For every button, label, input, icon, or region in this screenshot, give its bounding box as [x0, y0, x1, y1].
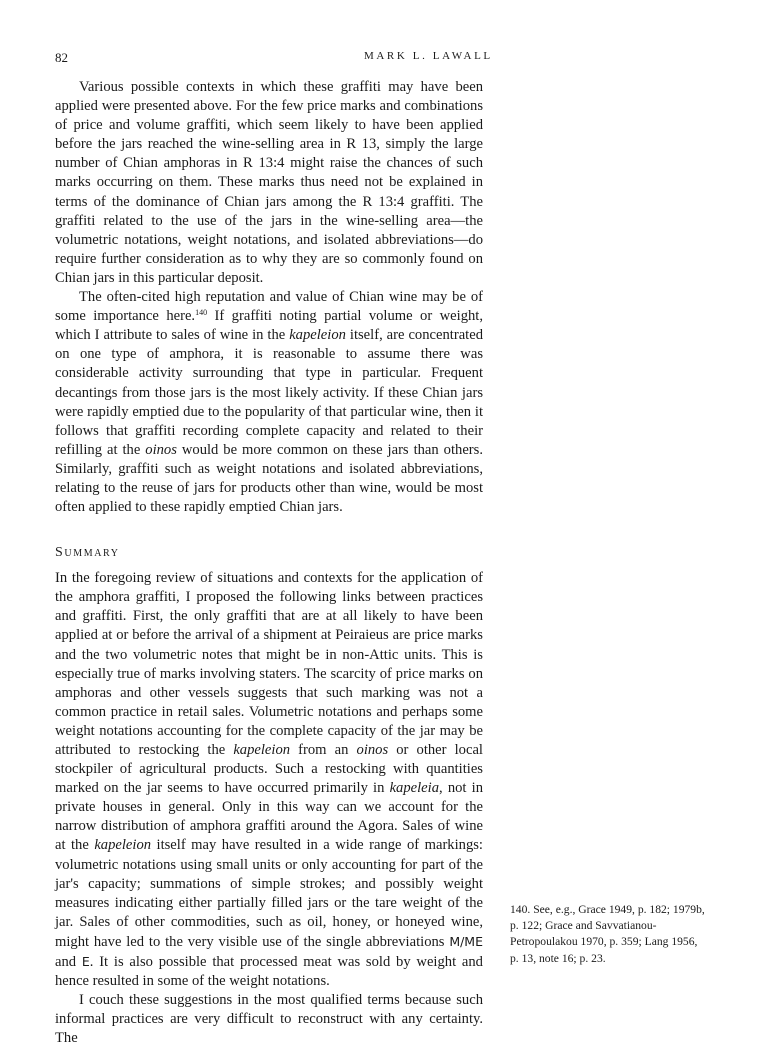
p2-text-c: itself, are concentrated on one type of amphora, it is reasonable to assume there was considerable activity surrounding that type in particular. Frequent decantings from those jars is the most likely activity. If these Chian jars were rapidly emptied due to the popularity of that particular wine, then it follows that graffiti recording complete capacity and related to their refilling at the	[55, 327, 483, 458]
p3-text-g: . It is also possible that processed meat was sold by weight and hence resulted in some of the weight notations.	[55, 954, 483, 990]
p3-text-a: In the foregoing review of situations and contexts for the application of the amphora graffiti, I proposed the following links between practices and graffiti. First, the only graffiti that are at all likely to have been applied at or before the arrival of a shipment at Peiraieus are price marks and the two volumetric notes that might be in non-Attic units. This is especially true of marks involving staters. The scarcity of price marks on amphoras and other vessels suggests that such marking was not a common practice in retail sales. Volumetric notations and perhaps some weight notations accounting for the complete capacity of the jar may be attributed to restocking the	[55, 570, 483, 758]
footnote-ref-140[interactable]: 140	[195, 308, 208, 318]
term-oinos: oinos	[145, 441, 177, 458]
running-header-author: MARK L. LAWALL	[364, 50, 493, 62]
p3-text-e: itself may have resulted in a wide range of markings: volumetric notations using small units or only accounting for part of the jar's capacity; summations of simple strokes; and possibly weight measures indicating either partially filled jars or the tare weight of the jar. Sales of other commodities, such as oil, honey, or honeyed wine, might have led to the very visible use of the single abbreviations	[55, 837, 483, 950]
p3-text-c: or other local stockpiler of agricultural products. Such a restocking with quantities marked on the jar seems to have occurred primarily in	[55, 742, 483, 797]
paragraph-2	[55, 288, 483, 517]
term-kapeleion: kapeleion	[94, 837, 152, 854]
p3-text-b: from an	[290, 742, 357, 758]
term-kapeleion: kapeleion	[233, 742, 291, 758]
abbreviation-e: E	[81, 954, 90, 970]
section-heading-summary: Summary	[55, 545, 120, 561]
p3-text-d: , not in private houses in general. Only in this way can we account for the narrow distribution of amphora graffiti around the Agora. Sales of wine at the	[55, 780, 483, 854]
p3-text-f: and	[55, 954, 82, 971]
term-kapeleia: kapeleia	[389, 780, 439, 797]
term-kapeleion: kapeleion	[289, 327, 346, 344]
p2-text-a: The often-cited high reputation and value of Chian wine may be of some importance here.	[55, 289, 483, 325]
term-oinos: oinos	[356, 742, 389, 758]
page-number: 82	[55, 50, 68, 65]
paragraph-1: Various possible contexts in which these graffiti may have been applied were presented above. For the few price marks and combinations of price and volume graffiti, which seem likely to have been applied before the jars reached the wine-selling area in R 13, simply the large number of Chian amphoras in R 13:4 might raise the chances of such marks occurring on them. These marks thus need not be explained in terms of the dominance of Chian jars among the R 13:4 graffiti. The graffiti related to the use of the jars in the wine-selling area—the volumetric notations, weight notations, and isolated abbreviations—do require further consideration as to why they are so commonly found on Chian jars in this particular deposit.	[55, 79, 483, 286]
footnote-140: 140. See, e.g., Grace 1949, p. 182; 1979b, p. 122; Grace and Savvatianou-Petropoulakou 1970, p. 359; Lang 1956, p. 13, note 16; p. 23.	[510, 903, 705, 965]
abbreviation-m-me: M/ME	[449, 933, 483, 949]
paragraph-3	[55, 569, 483, 991]
p2-text-b: If graffiti noting partial volume or weight, which I attribute to sales of wine in the	[55, 308, 483, 344]
paragraph-4: I couch these suggestions in the most qualified terms because such informal practices are very difficult to reconstruct with any certainty. The	[55, 992, 483, 1047]
main-text-column	[55, 78, 483, 1049]
p2-text-d: would be more common on these jars than others. Similarly, graffiti such as weight notations and isolated abbreviations, relating to the reuse of jars for products other than wine, would be most often applied to these rapidly emptied Chian jars.	[55, 441, 483, 516]
